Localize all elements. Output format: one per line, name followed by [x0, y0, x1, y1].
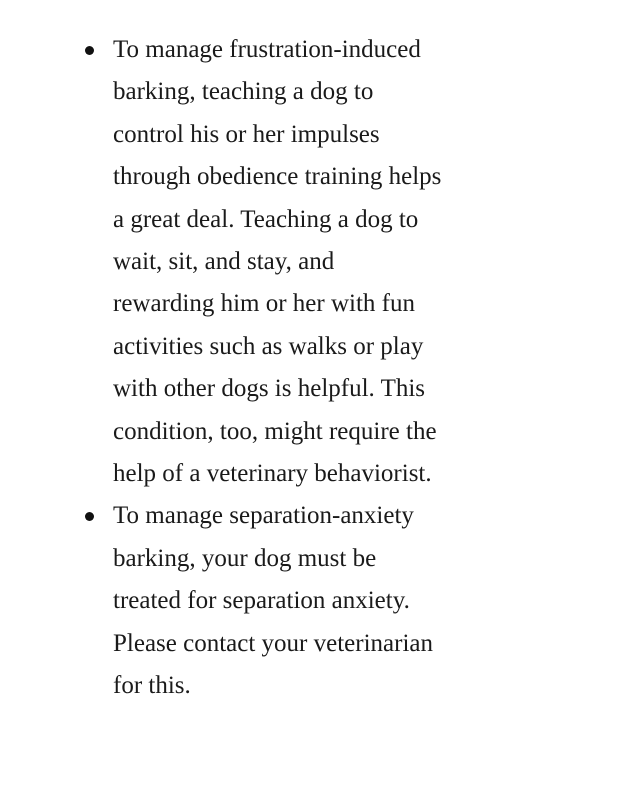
text-line: To manage separation-anxiety	[113, 502, 414, 530]
text-line: through obedience training helps	[113, 163, 442, 191]
text-line: with other dogs is helpful. This	[113, 375, 426, 403]
text-line: barking, your dog must be	[113, 544, 377, 572]
text-line: To manage frustration-induced	[113, 36, 421, 63]
text-line: control his or her impulses	[113, 120, 380, 148]
list-item-text	[113, 29, 498, 495]
text-line: barking, teaching a dog to	[113, 78, 374, 106]
text-line: rewarding him or her with fun	[113, 290, 416, 318]
bullet-list	[113, 29, 498, 708]
text-line: treated for separation anxiety.	[113, 587, 410, 615]
text-line: help of a veterinary behaviorist.	[113, 460, 432, 488]
list-item	[113, 29, 498, 495]
text-line: for this.	[113, 672, 191, 700]
list-item	[113, 495, 498, 707]
text-line: condition, too, might require the	[113, 417, 437, 445]
bullet-icon	[85, 512, 94, 521]
bullet-icon	[85, 46, 94, 55]
text-line: Please contact your veterinarian	[113, 629, 433, 657]
list-item-text	[113, 495, 498, 707]
text-line: activities such as walks or play	[113, 332, 424, 360]
text-line: wait, sit, and stay, and	[113, 248, 335, 276]
text-line: a great deal. Teaching a dog to	[113, 205, 419, 233]
